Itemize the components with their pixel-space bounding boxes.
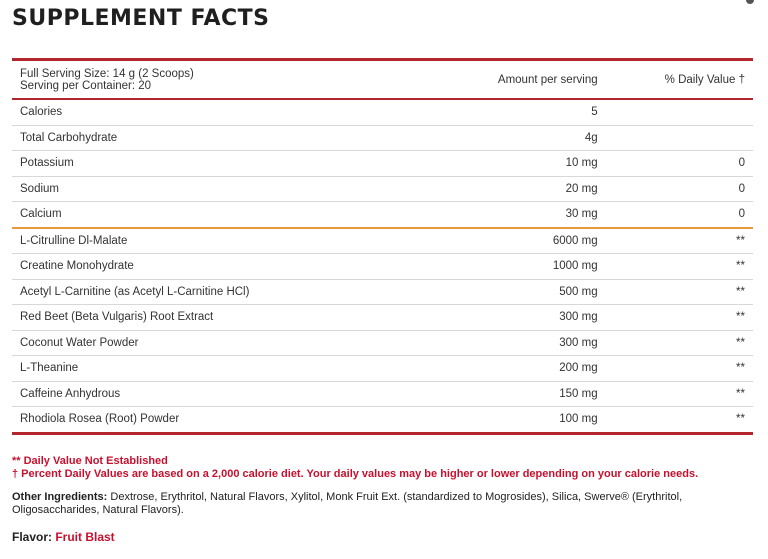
nutrient-daily-value: ** <box>736 413 745 426</box>
nutrient-daily-value: ** <box>736 362 745 375</box>
table-header-row <box>12 61 753 100</box>
other-ingredients <box>12 491 757 517</box>
nutrient-name: Acetyl L-Carnitine (as Acetyl L-Carnitine HCl) <box>20 285 250 298</box>
nutrient-name: L-Theanine <box>20 362 79 375</box>
nutrient-daily-value: ** <box>736 311 745 324</box>
nutrient-daily-value: ** <box>736 336 745 349</box>
table-row <box>12 331 753 357</box>
flavor <box>12 530 115 544</box>
nutrient-name: Calcium <box>20 208 62 221</box>
nutrient-amount: 200 mg <box>559 362 598 375</box>
nutrient-amount: 1000 mg <box>552 260 598 273</box>
nutrient-amount: 300 mg <box>559 311 598 324</box>
nutrient-name: Sodium <box>20 182 59 195</box>
nutrient-amount: 100 mg <box>559 413 598 426</box>
nutrient-rows <box>12 100 753 432</box>
page-title: SUPPLEMENT FACTS <box>12 6 270 31</box>
nutrient-name: Total Carbohydrate <box>20 131 118 144</box>
table-row <box>12 356 753 382</box>
nutrient-amount: 4g <box>584 131 598 144</box>
nutrient-daily-value: 0 <box>738 208 745 221</box>
nutrient-name: Potassium <box>20 157 74 170</box>
amount-header: Amount per serving <box>497 73 598 86</box>
table-row <box>12 151 753 177</box>
percent-dv-note: † Percent Daily Values are based on a 2,000 calorie diet. Your daily values may be higher or lower depending on your calorie needs. <box>12 468 699 480</box>
nutrient-name: Rhodiola Rosea (Root) Powder <box>20 413 180 426</box>
table-row <box>12 305 753 331</box>
serving-size: Full Serving Size: 14 g (2 Scoops) <box>20 67 194 80</box>
table-row <box>12 177 753 203</box>
nutrient-daily-value: 0 <box>738 157 745 170</box>
nutrient-name: Creatine Monohydrate <box>20 260 134 273</box>
supplement-facts-table <box>12 58 753 435</box>
table-row <box>12 100 753 126</box>
nutrient-amount: 5 <box>591 106 598 119</box>
nutrient-daily-value: ** <box>736 285 745 298</box>
nutrient-name: Caffeine Anhydrous <box>20 387 121 400</box>
nutrient-amount: 20 mg <box>565 182 598 195</box>
dv-not-established-note: ** Daily Value Not Established <box>12 455 168 467</box>
nutrient-daily-value: ** <box>736 387 745 400</box>
table-row <box>12 254 753 280</box>
table-row <box>12 382 753 408</box>
table-row <box>12 126 753 152</box>
serving-info <box>12 68 467 92</box>
table-row <box>12 202 753 229</box>
decorative-mark <box>746 0 754 4</box>
nutrient-amount: 6000 mg <box>552 234 598 247</box>
daily-value-header: % Daily Value † <box>664 73 745 86</box>
nutrient-daily-value: ** <box>736 234 745 247</box>
nutrient-name: Red Beet (Beta Vulgaris) Root Extract <box>20 311 214 324</box>
nutrient-daily-value: 0 <box>738 182 745 195</box>
nutrient-daily-value: ** <box>736 260 745 273</box>
nutrient-amount: 10 mg <box>565 157 598 170</box>
flavor-label: Flavor: <box>12 530 56 544</box>
ingredients-label: Other Ingredients: <box>12 491 108 503</box>
flavor-value: Fruit Blast <box>55 530 115 544</box>
servings-per-container: Serving per Container: 20 <box>20 79 152 92</box>
nutrient-amount: 300 mg <box>559 336 598 349</box>
nutrient-amount: 150 mg <box>559 387 598 400</box>
footnotes <box>12 455 757 481</box>
table-row <box>12 407 753 432</box>
nutrient-amount: 500 mg <box>559 285 598 298</box>
nutrient-name: L-Citrulline Dl-Malate <box>20 234 128 247</box>
ingredients-text: Dextrose, Erythritol, Natural Flavors, Xylitol, Monk Fruit Ext. (standardized to Mogrosides), Silica, Swerve® (Erythritol, Oligosaccharides, Natural Flavors). <box>12 491 683 516</box>
table-row <box>12 229 753 255</box>
table-row <box>12 280 753 306</box>
nutrient-name: Coconut Water Powder <box>20 336 139 349</box>
nutrient-amount: 30 mg <box>565 208 598 221</box>
nutrient-name: Calories <box>20 106 63 119</box>
